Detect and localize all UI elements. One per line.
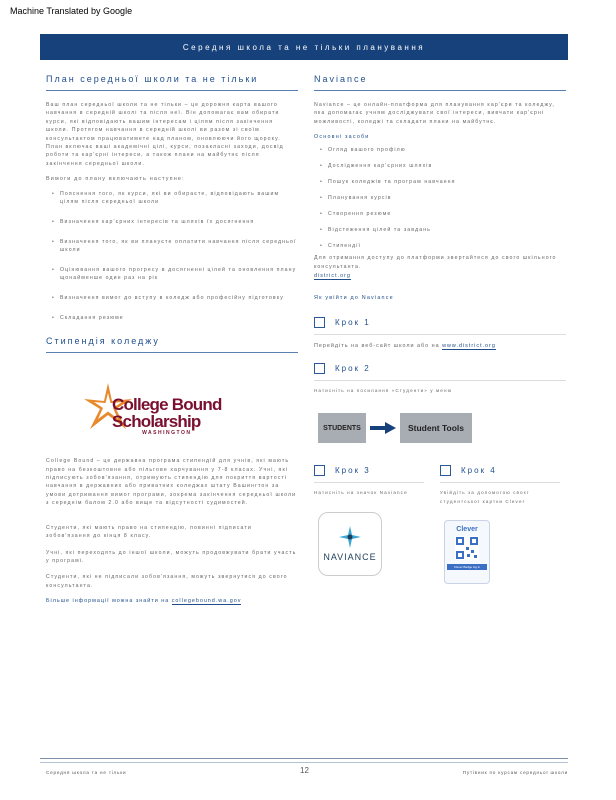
logo-text-line3: WASHINGTON	[142, 430, 192, 437]
list-item: • Створення резюме	[320, 210, 566, 218]
footer-divider	[40, 758, 568, 759]
step-divider	[314, 334, 566, 335]
scholarship-paragraph: College Bound – це державна програма стипендій для учнів, які мають право на безкоштовне або пільгове харчування у 7-8 класах. Учні, які підписують зобов'язання, отримують стипендію для покриття вартості навчання в державних або приватних коледжах штату Вашингтон за умови дотримання вимог програми, зокрема закінчення середньої школи з середнім балом 2.0 або вище та відсутності судимостей.	[46, 458, 297, 507]
college-bound-logo	[82, 367, 298, 447]
step-divider	[440, 482, 560, 483]
plan-requirements-list	[52, 190, 298, 322]
list-item: • Визначення вимог до вступу в коледж або професійну підготовку	[52, 294, 298, 302]
page-banner: Середня школа та не тільки планування	[40, 34, 568, 60]
step-1-label: Крок 1	[335, 318, 371, 328]
district-link[interactable]: district.org	[314, 273, 351, 280]
students-tools-graphic	[318, 413, 566, 443]
step-4-label: Крок 4	[461, 466, 497, 476]
list-item: • Планування курсів	[320, 194, 566, 202]
list-item: • Визначення кар'єрних інтересів та шляхів їх досягнення	[52, 218, 298, 226]
naviance-paragraph: Naviance – це онлайн-платформа для планування кар'єри та коледжу, яка допомагає учням досліджувати свої інтереси, вивчати кар'єрні можливості, коледжі та складати плани на майбутнє.	[314, 102, 555, 125]
list-item: • Відстеження цілей та завдань	[320, 226, 566, 234]
step-4	[440, 465, 566, 584]
access-link-line	[314, 273, 566, 279]
step-2-text: Натисніть на посилання «Студенти» у меню	[314, 388, 453, 394]
list-item: • Стипендії	[320, 242, 566, 250]
collegebound-link[interactable]: collegebound.wa.gov	[171, 598, 242, 605]
naviance-section-title: Naviance	[314, 74, 566, 91]
step-4-text: Увійдіть за допомогою своєї студентської картки Clever	[440, 490, 530, 504]
more-info-line	[46, 598, 298, 604]
step-2-checkbox[interactable]	[314, 363, 325, 374]
list-item: • Огляд вашого профілю	[320, 146, 566, 154]
step-2	[314, 363, 566, 374]
step-3-label: Крок 3	[335, 466, 371, 476]
clever-icon-text: Clever	[456, 526, 478, 534]
logo-text-line1: College Bound	[112, 395, 222, 415]
step-3-header	[314, 465, 440, 476]
step-1-prefix: Перейдіть на веб-сайт школи або на	[314, 343, 443, 350]
step-3-text: Натисніть на значок Naviance	[314, 490, 408, 496]
step-divider	[314, 380, 566, 381]
logo-text-line2: Scholarship	[112, 412, 201, 432]
footer-divider-2	[40, 762, 568, 763]
scholarship-paragraph-2: Студенти, які мають право на стипендію, повинні підписати зобов'язання до кінця 8 класу.	[46, 524, 252, 540]
scholarship-section-title: Стипендія коледжу	[46, 336, 298, 353]
compass-star-icon	[339, 526, 361, 548]
step-4-checkbox[interactable]	[440, 465, 451, 476]
clever-login-bar: Clever Badge log in	[447, 564, 487, 570]
list-item: • Визначення того, як ви плануєте оплатити навчання після середньої школи	[52, 238, 298, 254]
students-button[interactable]: STUDENTS	[318, 413, 366, 443]
plan-list-intro: Вимоги до плану включають наступне:	[46, 176, 185, 183]
step-1-checkbox[interactable]	[314, 317, 325, 328]
step-divider	[314, 482, 424, 483]
footer-left-text: Середня школа та не тільки	[46, 770, 127, 775]
naviance-app-icon[interactable]	[318, 512, 382, 576]
naviance-tools-list	[320, 146, 566, 250]
scholarship-paragraph-3: Учні, які переходять до іншої школи, можуть продовжувати брати участь у програмі.	[46, 549, 297, 564]
qr-code-icon	[455, 536, 479, 560]
step-4-header	[440, 465, 566, 476]
plan-paragraph: Ваш план середньої школи та не тільки – це дорожня карта вашого навчання в середній школі та після неї. Він допомагає вам обирати курси, які відповідають вашим інтересам і цілям після закінчення школи. Протягом навчання в середній школі ви разом зі своїм консультантом працюватимете над планом, оновлюючи його щороку. План включає ваші академічні цілі, курси, позакласні заходи, досвід роботи та кар'єрні інтереси, а також плани на майбутнє після закінчення середньої школи.	[46, 102, 284, 167]
left-column	[46, 74, 298, 604]
right-column	[314, 74, 566, 584]
step-1-text	[314, 343, 566, 349]
list-item: • Складання резюме	[52, 314, 298, 322]
student-tools-button[interactable]: Student Tools	[400, 413, 472, 443]
step-3-checkbox[interactable]	[314, 465, 325, 476]
naviance-icon-text: NAVIANCE	[323, 551, 377, 562]
steps-3-4	[314, 465, 566, 584]
list-item: • Пошук коледжів та програм навчання	[320, 178, 566, 186]
arrow-right-icon	[370, 422, 396, 434]
clever-badge-icon[interactable]	[444, 520, 490, 584]
district-website-link[interactable]: www.district.org	[442, 343, 496, 350]
access-text: Для отримання доступу до платформи звертайтеся до свого шкільного консультанта.	[314, 255, 557, 270]
plan-section-title: План середньої школи та не тільки	[46, 74, 298, 91]
more-info-prefix: Більше інформації можна знайти на	[46, 598, 172, 605]
machine-translation-label: Machine Translated by Google	[10, 6, 133, 16]
step-2-label: Крок 2	[335, 364, 371, 374]
login-heading: Як увійти до Naviance	[314, 295, 394, 302]
list-item: • Оцінювання вашого прогресу в досягненні цілей та оновлення плану щонайменше один раз на рік	[52, 266, 298, 282]
list-item: • Дослідження кар'єрних шляхів	[320, 162, 566, 170]
step-1	[314, 317, 566, 328]
scholarship-paragraph-4: Студенти, які не підписали зобов'язання, можуть звернутися до свого консультанта.	[46, 574, 288, 589]
tools-heading: Основні засоби	[314, 134, 370, 141]
list-item: • Пояснення того, як курси, які ви обираєте, відповідають вашим цілям після середньої школи	[52, 190, 298, 206]
page-number: 12	[300, 766, 309, 775]
footer-right-text: Путівник по курсам середньої школи	[462, 770, 568, 775]
step-3	[314, 465, 440, 584]
